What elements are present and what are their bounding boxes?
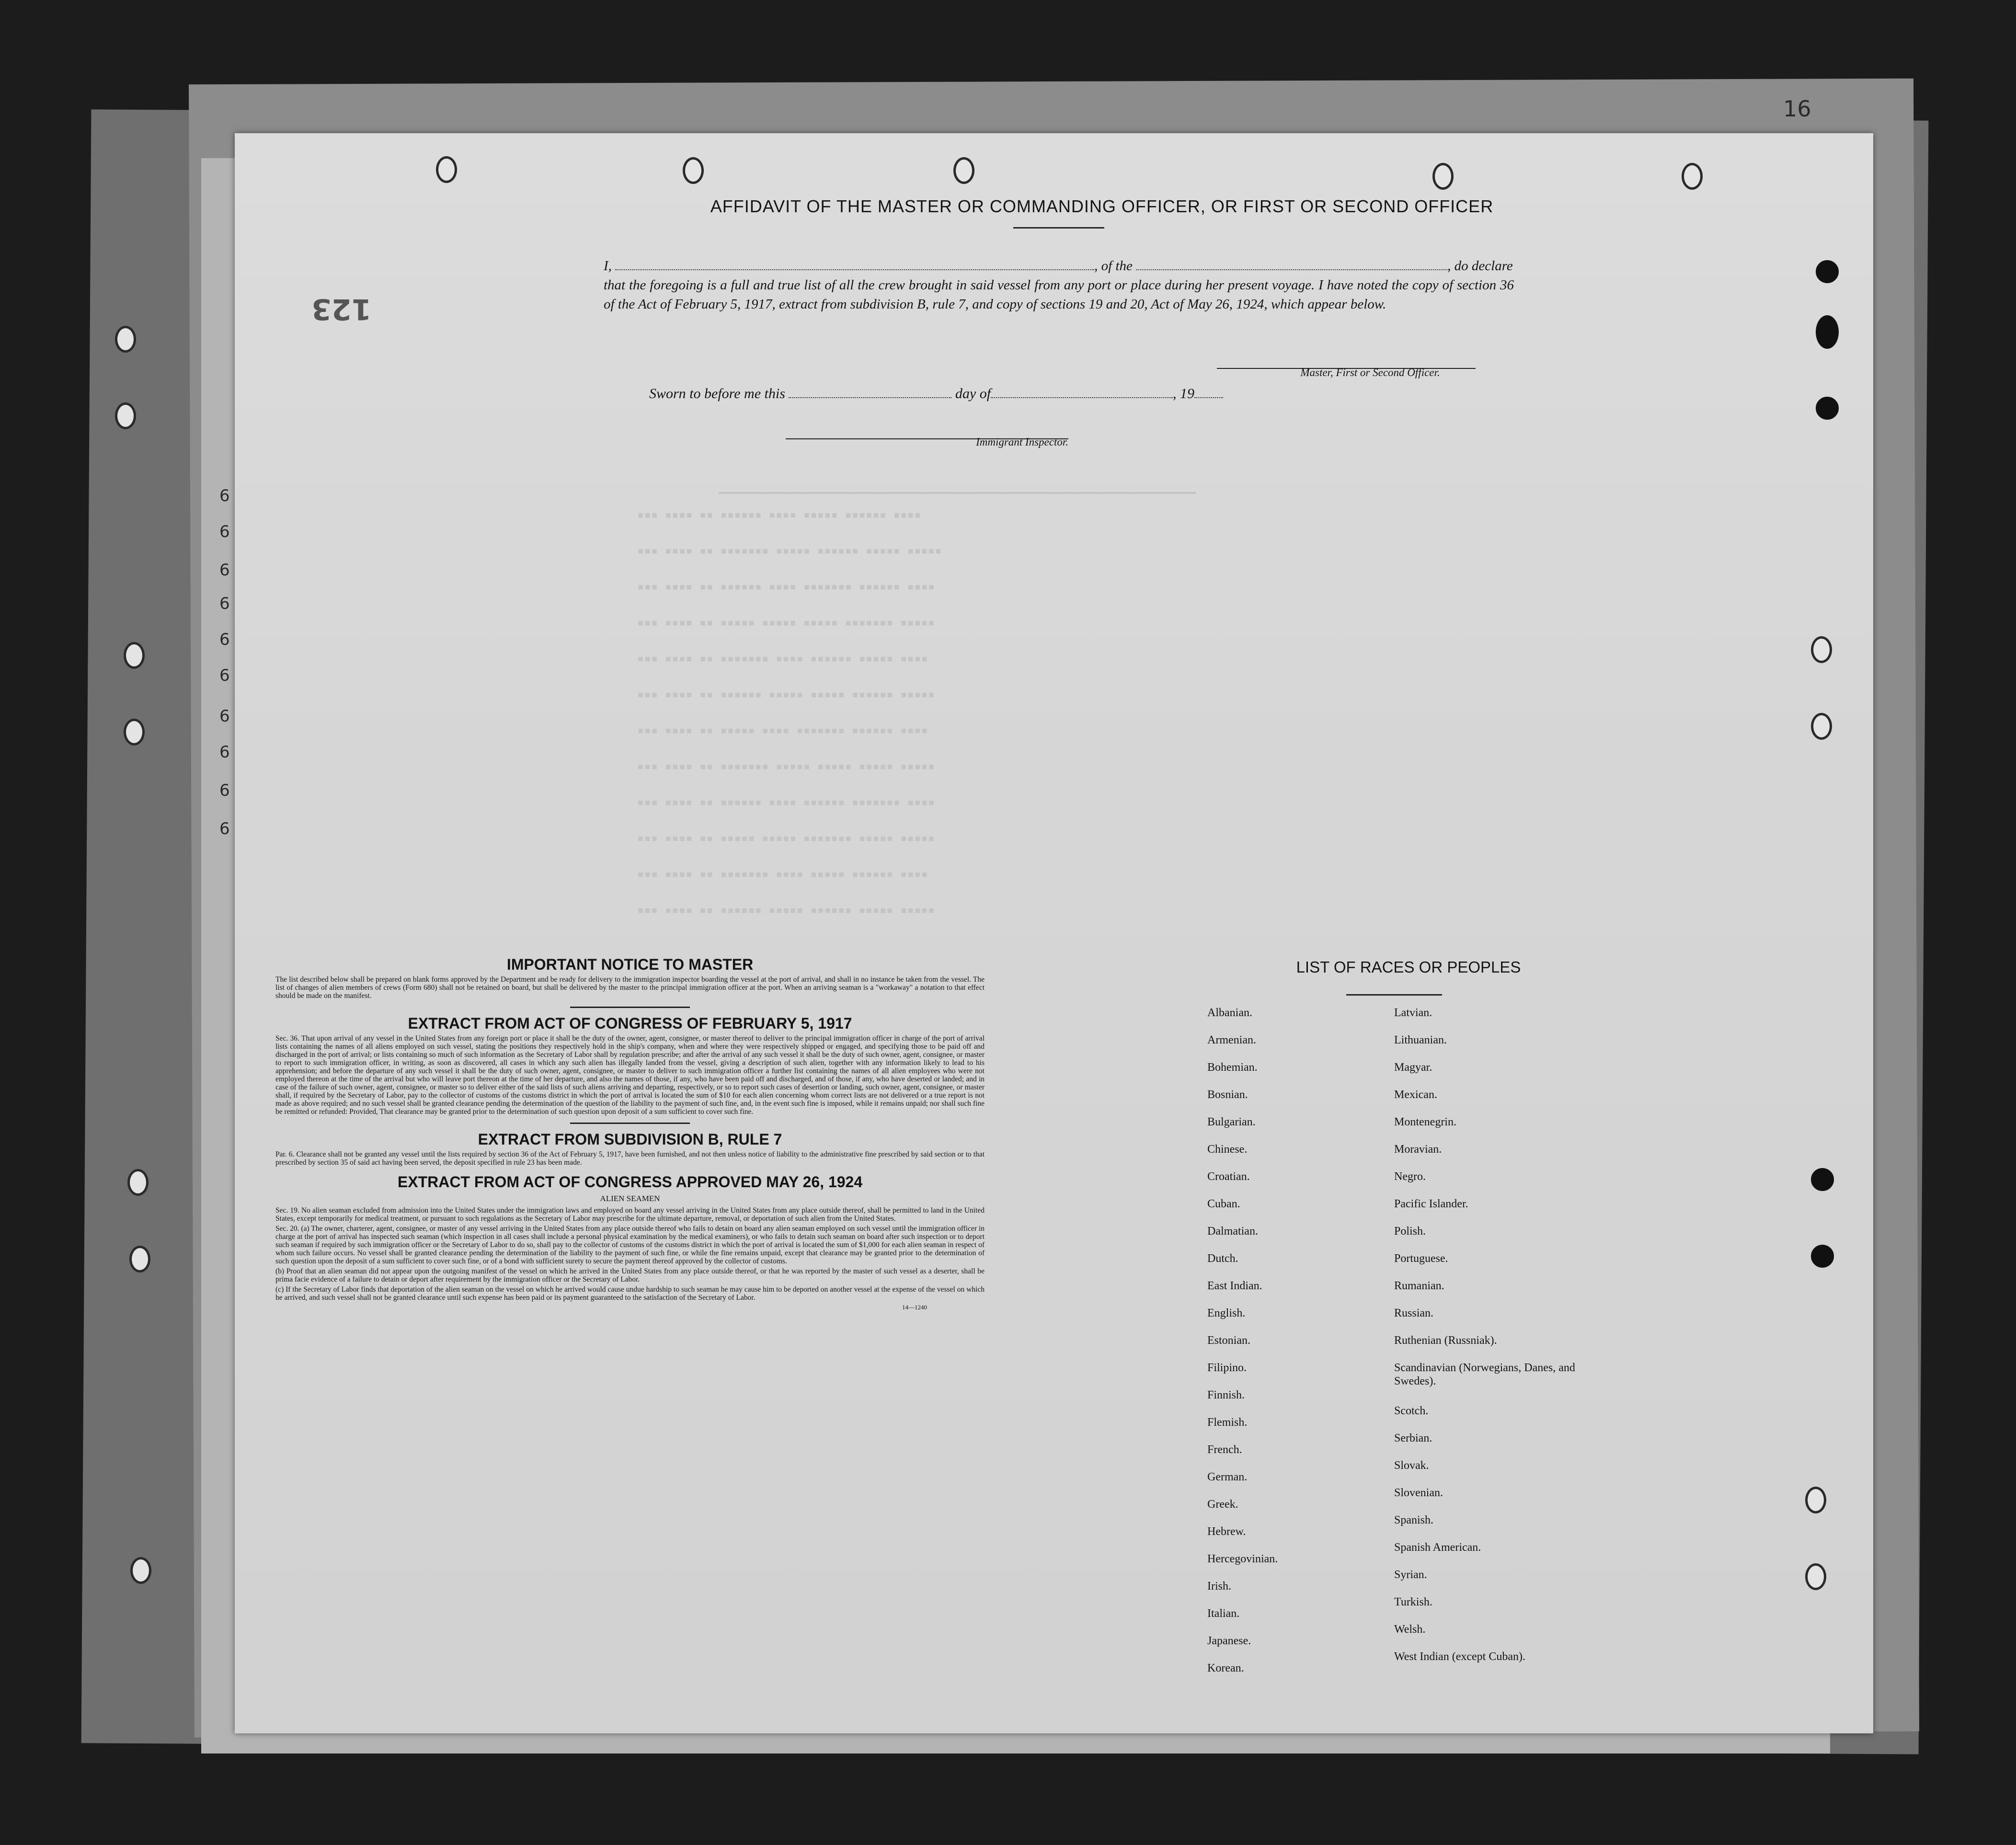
sec-20c-text: (c) If the Secretary of Labor finds that deportation of the alien seaman on the vessel on which he arrived would cause undue hardship to such seaman he may cause him to be deported on another vessel at the expense of the vessel on which he arrived, and such vessel shall not be granted clearance until such expense has been paid or its payment guaranteed to the satisfaction of the Secretary of Labor. (275, 1285, 985, 1302)
punch-hole (115, 402, 136, 429)
punch-hole (1811, 713, 1832, 740)
races-column-right (1394, 1006, 1595, 1677)
title-underline (1346, 994, 1442, 996)
margin-mark: 6 (219, 594, 230, 613)
margin-mark: 6 (219, 743, 230, 762)
punch-hole (124, 642, 145, 669)
form-number: 14—1240 (902, 1304, 927, 1311)
race-item: Japanese. (1207, 1635, 1251, 1647)
vessel-blank[interactable] (1136, 258, 1447, 270)
affidavit-body (604, 256, 1514, 314)
notice-text: The list described below shall be prepared on blank forms approved by the Department and be ready for delivery to the immigration inspector boarding the vessel at the port of arrival, and shall in no instance be taken from the vessel. The list of changes of alien members of crews (Form 680) shall not be retained on board, but shall be delivered by the master to the principal immigration officer at the port. When an arriving seaman is a "workaway" a notation to that effect should be made on the manifest. (275, 975, 985, 1000)
race-item: Armenian. (1207, 1034, 1256, 1046)
sec-19-text: Sec. 19. No alien seaman excluded from admission into the United States under the immigration laws and employed on board any vessel arriving in the United States from any place outside thereof, shall be permitted to land in the United States, except temporarily for medical treatment, or pursuant to such regulations as the Secretary of Labor may prescribe for the ultimate departure, removal, or deportation of such alien from the United States. (275, 1206, 985, 1223)
name-blank[interactable] (615, 258, 1094, 270)
punch-hole (1811, 636, 1832, 663)
race-item: Portuguese. (1394, 1252, 1448, 1265)
race-item: Welsh. (1394, 1623, 1426, 1636)
punch-hole (1816, 397, 1839, 420)
race-item: Croatian. (1207, 1170, 1250, 1183)
margin-mark: 6 (219, 819, 230, 838)
sec-20b-text: (b) Proof that an alien seaman did not appear upon the outgoing manifest of the vessel on which he arrived in the United States from any place outside thereof, or that he was reported by the master of such vessel as a deserter, shall be prima facie evidence of a failure to detain or deport after requirement by the immigration officer or the Secretary of Labor. (275, 1267, 985, 1283)
race-item: Russian. (1394, 1307, 1434, 1319)
race-item: Latvian. (1394, 1007, 1432, 1019)
race-item: Syrian. (1394, 1569, 1427, 1581)
race-item: Dalmatian. (1207, 1225, 1258, 1238)
punch-hole (115, 326, 136, 353)
do-declare-label: , do declare (1447, 258, 1513, 274)
punch-hole (683, 157, 704, 184)
year-blank[interactable] (1194, 386, 1223, 398)
race-item: Magyar. (1394, 1061, 1432, 1074)
notice-title: IMPORTANT NOTICE TO MASTER (506, 956, 754, 973)
race-item: Scandinavian (Norwegians, Danes, and Swedes). (1394, 1362, 1575, 1387)
punch-hole (1805, 1487, 1826, 1513)
punch-hole (953, 157, 974, 184)
race-item: Chinese. (1207, 1143, 1248, 1156)
punch-hole (1432, 163, 1454, 190)
race-item: Cuban. (1207, 1198, 1240, 1210)
punch-hole (1816, 315, 1839, 349)
punch-hole (127, 1169, 149, 1196)
affidavit-title: AFFIDAVIT OF THE MASTER OR COMMANDING OFFICER, OR FIRST OR SECOND OFFICER (710, 196, 1494, 216)
races-title: LIST OF RACES OR PEOPLES (1296, 958, 1521, 976)
race-item: German. (1207, 1471, 1248, 1483)
of-the-label: , of the (1094, 258, 1133, 274)
race-item: Negro. (1394, 1170, 1426, 1183)
act-1917-title: EXTRACT FROM ACT OF CONGRESS OF FEBRUARY 5, 1917 (408, 1015, 852, 1032)
notice-section (275, 956, 985, 1311)
race-item: Spanish American. (1394, 1541, 1481, 1554)
day-of-label: day of (955, 386, 991, 401)
race-item: Estonian. (1207, 1334, 1250, 1347)
inspector-label: Immigrant Inspector. (976, 436, 1068, 448)
punch-hole (129, 1246, 150, 1272)
race-item: Slovak. (1394, 1459, 1429, 1472)
year-prefix: , 19 (1173, 386, 1195, 401)
race-item: Polish. (1394, 1225, 1426, 1238)
sworn-prefix: Sworn to before me this (649, 386, 785, 401)
signature-label: Master, First or Second Officer. (1300, 367, 1440, 378)
punch-hole (124, 719, 145, 745)
race-item: Irish. (1207, 1580, 1231, 1593)
sworn-line (649, 386, 1223, 402)
race-item: Pacific Islander. (1394, 1198, 1468, 1210)
race-item: Albanian. (1207, 1007, 1252, 1019)
punch-hole (130, 1557, 151, 1584)
race-item: Bohemian. (1207, 1061, 1258, 1074)
race-item: Dutch. (1207, 1252, 1238, 1265)
races-section (1193, 958, 1624, 1674)
punch-hole (1811, 1245, 1834, 1268)
race-item: Greek. (1207, 1498, 1238, 1511)
race-item: Bulgarian. (1207, 1116, 1256, 1128)
race-item: East Indian. (1207, 1280, 1262, 1292)
margin-mark: 6 (219, 522, 230, 541)
race-item: Flemish. (1207, 1416, 1248, 1429)
race-item: West Indian (except Cuban). (1394, 1650, 1525, 1663)
rule-7-title: EXTRACT FROM SUBDIVISION B, RULE 7 (478, 1131, 782, 1148)
stamp-number: 123 (311, 292, 372, 326)
race-item: French. (1207, 1444, 1242, 1456)
act-1924-title: EXTRACT FROM ACT OF CONGRESS APPROVED MAY 26, 1924 (397, 1173, 863, 1191)
race-item: Lithuanian. (1394, 1034, 1447, 1046)
race-item: Scotch. (1394, 1405, 1429, 1417)
affidavit-statement: that the foregoing is a full and true list of all the crew brought in said vessel from any port or place during her present voyage. I have noted the copy of section 36 of the Act of February 5, 1917, extract from subdivision B, rule 7, and copy of sections 19 and 20, Act of May 26, 1924, which appear below. (604, 277, 1514, 312)
divider (570, 1007, 690, 1008)
rule-7-text: Par. 6. Clearance shall not be granted any vessel until the lists required by section 36 of the Act of February 5, 1917, have been furnished, and not then unless notice of liability to the administrative fine prescribed by said section or to that prescribed by section 35 of said act having been served, the deposit specified in rule 23 has been made. (275, 1150, 985, 1167)
punch-hole (1682, 163, 1703, 190)
race-item: Bosnian. (1207, 1089, 1248, 1101)
act-1924-subtitle: ALIEN SEAMEN (600, 1194, 660, 1203)
race-item: Finnish. (1207, 1389, 1245, 1401)
page-number: 16 (1783, 96, 1811, 122)
race-item: Slovenian. (1394, 1487, 1443, 1499)
race-item: Rumanian. (1394, 1280, 1444, 1292)
declaration-line (604, 256, 1514, 275)
document-page (235, 133, 1873, 1733)
races-column-left (1207, 1006, 1409, 1689)
race-item: Turkish. (1394, 1596, 1432, 1608)
title-underline (1013, 227, 1104, 229)
race-item: Hebrew. (1207, 1525, 1246, 1538)
race-item: Korean. (1207, 1662, 1244, 1674)
race-item: Hercegovinian. (1207, 1553, 1278, 1565)
day-blank[interactable] (789, 386, 951, 398)
sec-20a-text: Sec. 20. (a) The owner, charterer, agent, consignee, or master of any vessel arriving in the United States from any place outside thereof who fails to detain on board any alien seaman employed on such vessel until the immigration officer in charge at the port of arrival has inspected such seaman (which inspection in all cases shall include a personal physical examination by the medical examiners), or who fails to detain such seaman on board after such inspection or to deport such seaman if required by such immigration officer or the Secretary of Labor to do so, shall pay to the collector of customs of the customs district in which the port of arrival is located the sum of $1,000 for each alien seaman in respect of whom such failure occurs. No vessel shall be granted clearance pending the determination of the liability to the payment of such fine, or while the fine remains unpaid, except that clearance may be granted prior to the determination of such question upon the deposit of a sum sufficient to cover such fine, or of a bond with sufficient surety to secure the payment thereof approved by the collector of customs. (275, 1225, 985, 1265)
race-item: English. (1207, 1307, 1246, 1319)
margin-mark: 6 (219, 561, 230, 580)
race-item: Spanish. (1394, 1514, 1434, 1526)
punch-hole (1811, 1168, 1834, 1191)
race-item: Mexican. (1394, 1089, 1437, 1101)
margin-mark: 6 (219, 781, 230, 800)
margin-mark: 6 (219, 630, 230, 649)
margin-mark: 6 (219, 666, 230, 685)
act-1917-text: Sec. 36. That upon arrival of any vessel in the United States from any foreign port or place it shall be the duty of the owner, agent, consignee, or master thereof to deliver to the principal immigration officer in charge of the port of arrival lists containing the names of all aliens employed on such vessel, stating the positions they respectively hold in the ship's company, when and where they were respectively shipped or engaged, and specifying those to be paid off and discharged in the port of arrival; or lists containing so much of such information as the Secretary of Labor shall by regulation prescribe; and after the arrival of any such vessel it shall be the duty of such owner, agent, consignee, or master to report to such immigration officer, in writing, as soon as discovered, all cases in which any such alien has illegally landed from the vessel, giving a description of such alien, together with any information likely to lead to his apprehension; and before the departure of any such vessel it shall be the duty of such owner, agent, consignee, or master to deliver to such immigration officer a further list containing the names of all alien employees who were not employed thereon at the time of the arrival but who will leave port thereon at the time of her departure, and also the names of those, if any, who have been paid off and discharged, and of those, if any, who have deserted or landed; and in case of the failure of such owner, agent, consignee, or master so to deliver either of the said lists of such aliens arriving and departing, respectively, or so to report such cases of desertion or landing, such owner, agent, consignee, or master shall, if required by the Secretary of Labor, pay to the collector of customs of the customs district in which the port of arrival is located the sum of $10 for each alien concerning whom correct lists are not delivered or a true report is not made as above required; and no such vessel shall be granted clearance pending the determination of the question of the liability to the payment of such fine, and, in the event such fine is imposed, while it remains unpaid; nor shall such fine be remitted or refunded: Provided, That clearance may be granted prior to the determination of such question upon deposit of a sum sufficient to cover such fine. (275, 1034, 985, 1116)
divider (570, 1123, 690, 1124)
race-item: Moravian. (1394, 1143, 1442, 1156)
punch-hole (1805, 1563, 1826, 1590)
punch-hole (1816, 260, 1839, 283)
race-item: Filipino. (1207, 1362, 1247, 1374)
margin-mark: 6 (219, 486, 230, 505)
race-item: Ruthenian (Russniak). (1394, 1334, 1497, 1347)
race-item: Serbian. (1394, 1432, 1432, 1444)
punch-hole (436, 156, 457, 183)
i-label: I, (604, 258, 612, 274)
margin-mark: 6 (219, 707, 230, 726)
race-item: Montenegrin. (1394, 1116, 1456, 1128)
race-item: Italian. (1207, 1607, 1240, 1620)
month-blank[interactable] (991, 386, 1173, 398)
